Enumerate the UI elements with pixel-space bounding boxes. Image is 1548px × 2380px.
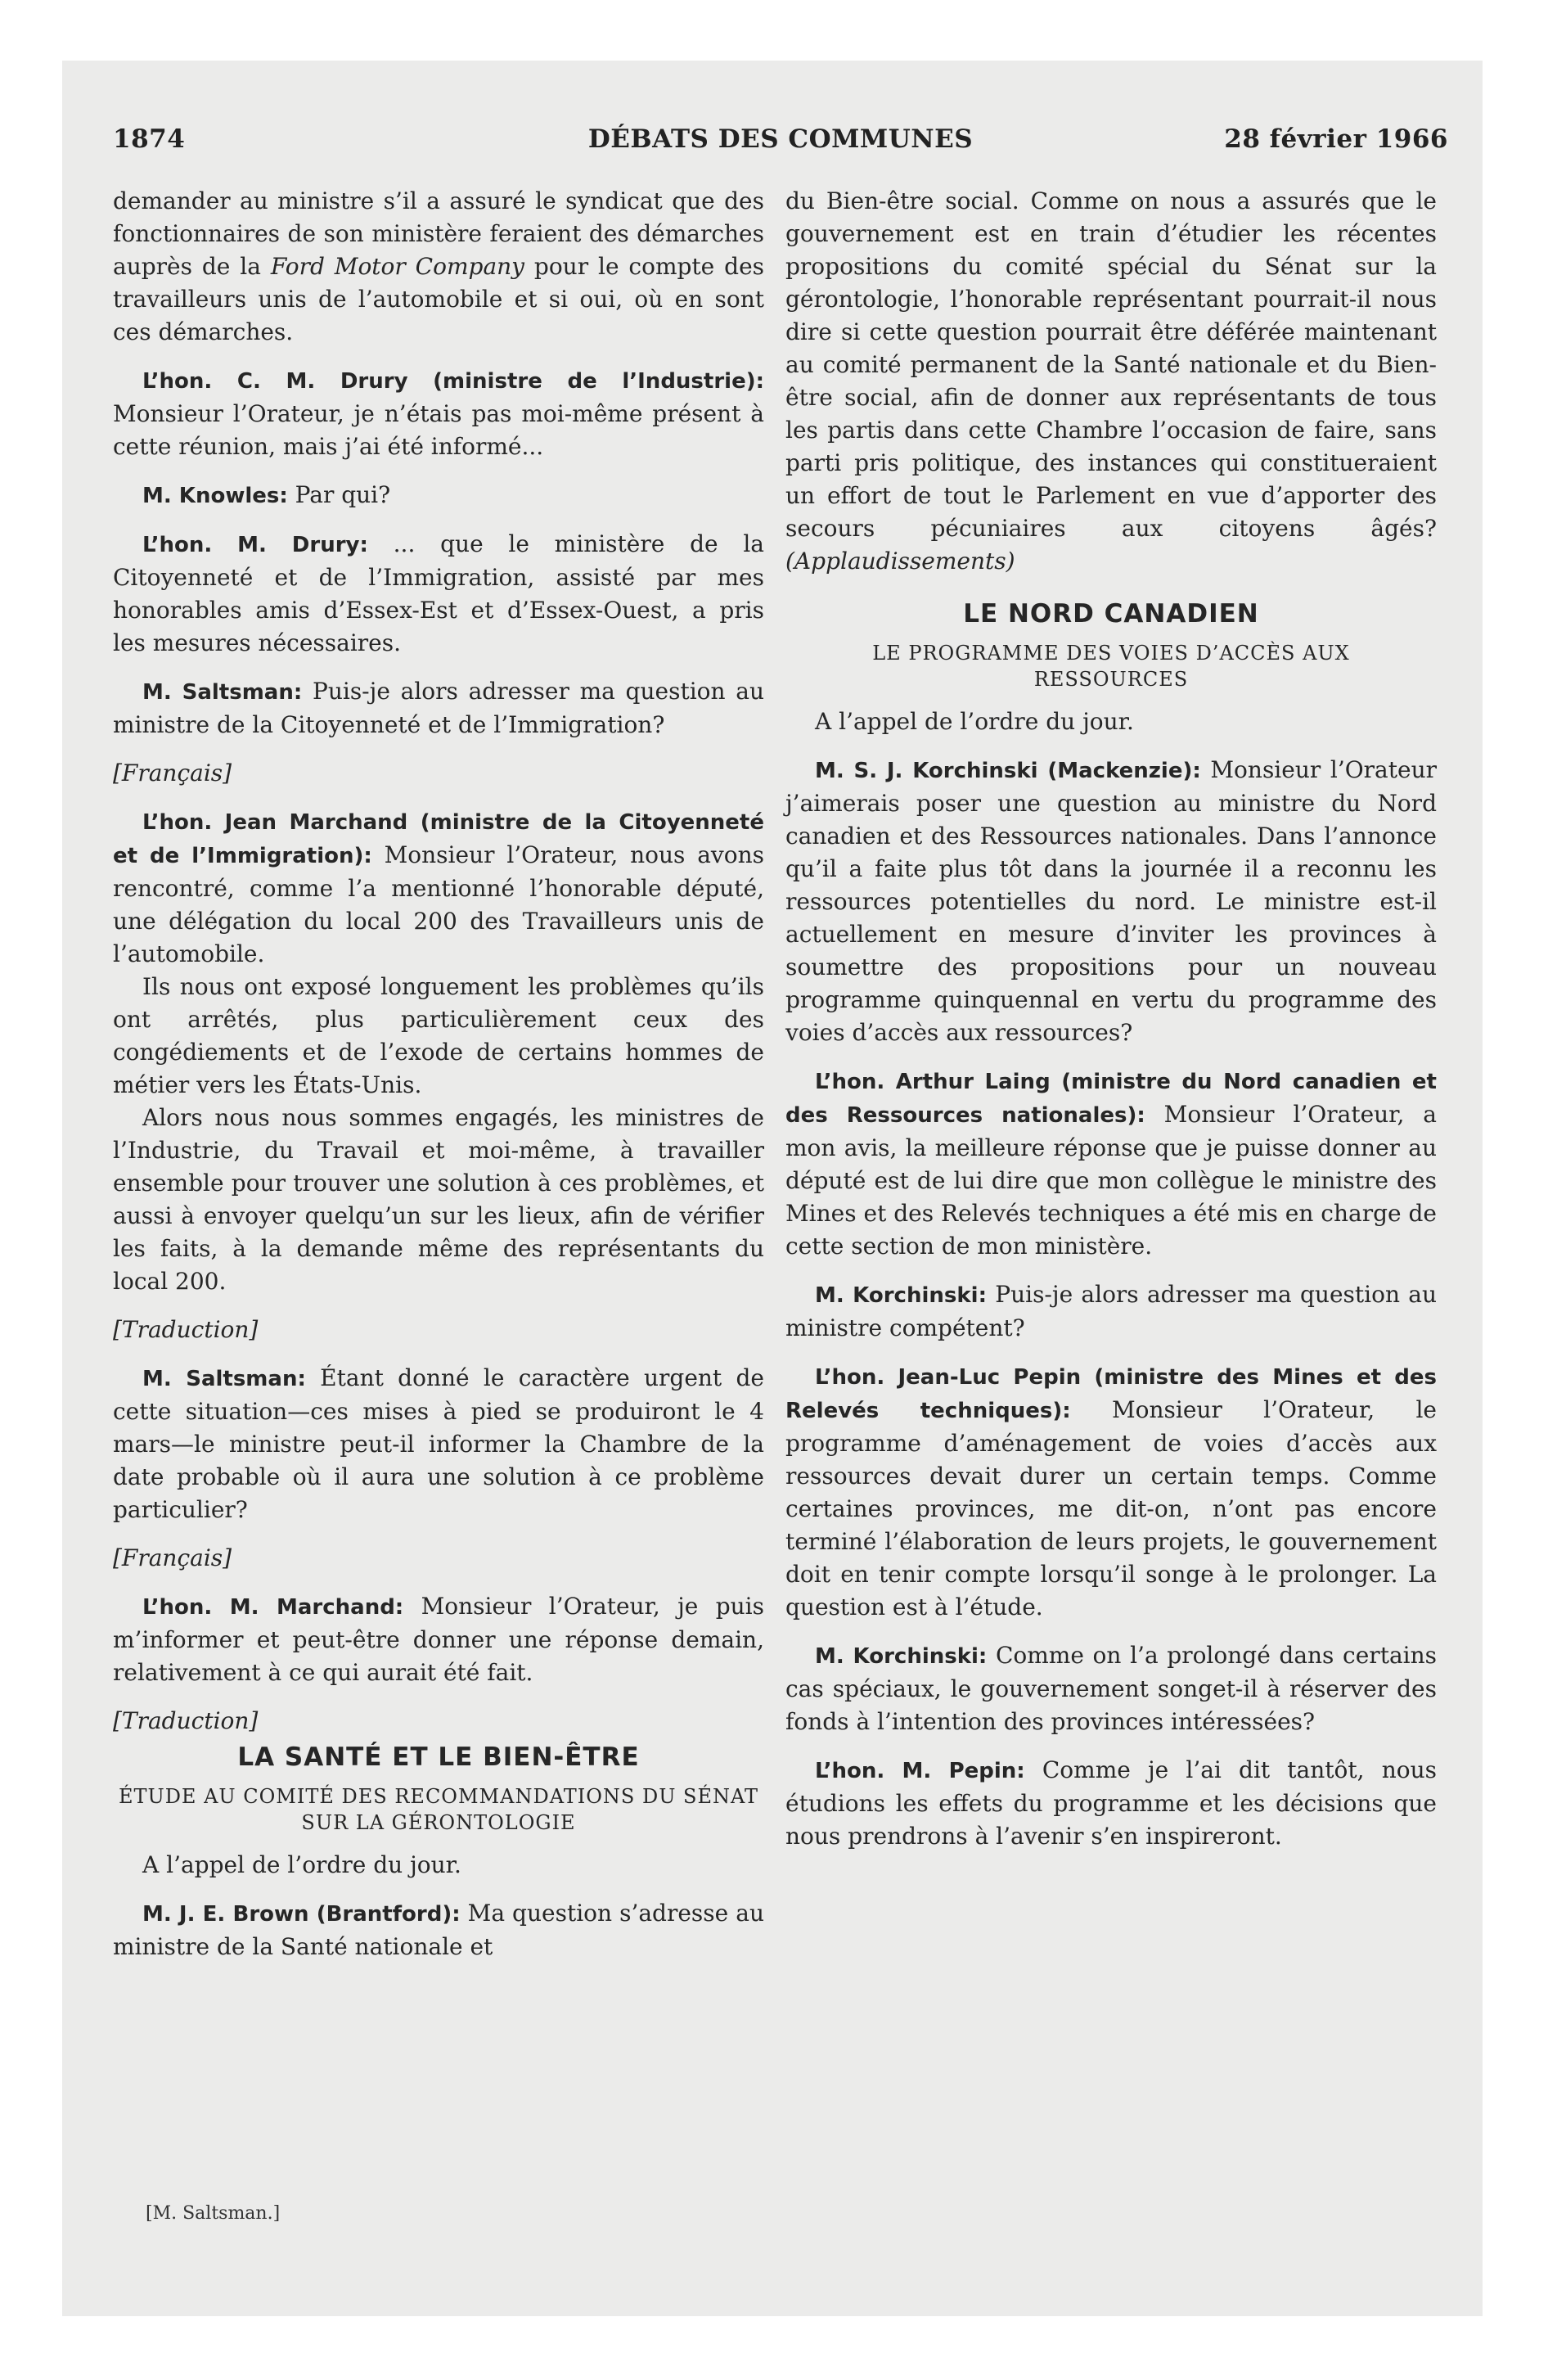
speaker: M. Korchinski: xyxy=(815,1283,987,1308)
paragraph: A l’appel de l’ordre du jour. xyxy=(815,708,1134,735)
paragraph: L’hon. M. Marchand: Monsieur l’Orateur, je puis m’informer et peut-être donner une réponse demain, relativement à ce qui aurait été fait. xyxy=(113,1593,764,1686)
speaker: L’hon. M. Pepin: xyxy=(815,1759,1025,1783)
speaker: M. J. E. Brown (Brantford): xyxy=(142,1902,461,1927)
speaker: L’hon. Jean Marchand (ministre de la Citoyenneté et de l’Immigration): xyxy=(113,810,764,868)
paragraph: M. J. E. Brown (Brantford): Ma question s’adresse au ministre de la Santé nationale et xyxy=(113,1900,764,1960)
language-marker: [Traduction] xyxy=(113,1707,259,1734)
section-subtitle: ÉTUDE AU COMITÉ DES RECOMMANDATIONS DU SÉNAT SUR LA GÉRONTOLOGIE xyxy=(118,1785,759,1834)
section-title: LE NORD CANADIEN xyxy=(963,599,1259,629)
running-title: DÉBATS DES COMMUNES xyxy=(587,124,974,154)
paragraph: demander au ministre s’il a assuré le syndicat que des fonctionnaires de son ministère feraient des démarches auprès de la Ford Motor Company pour le compte des travailleurs unis de l’automobile et si oui, où en sont ces démarches. xyxy=(113,187,765,345)
section-subtitle: LE PROGRAMME DES VOIES D’ACCÈS AUX RESSOURCES xyxy=(872,642,1350,691)
paragraph: L’hon. M. Pepin: Comme je l’ai dit tantôt, nous étudions les effets du programme et les décisions que nous prendrons à l’avenir s’en inspireront. xyxy=(785,1756,1437,1850)
paragraph: M. Korchinski: Puis-je alors adresser ma question au ministre compétent? xyxy=(785,1281,1437,1341)
paragraph: Ils nous ont exposé longuement les problèmes qu’ils ont arrêtés, plus particulièrement ceux des congédiements et de l’exode de certains hommes de métier vers les États-Unis. xyxy=(113,973,764,1098)
section-title: LA SANTÉ ET LE BIEN-ÊTRE xyxy=(237,1742,640,1772)
page-date: 28 février 1966 xyxy=(1224,124,1448,154)
speaker: M. S. J. Korchinski (Mackenzie): xyxy=(815,759,1201,783)
paragraph: L’hon. Arthur Laing (ministre du Nord canadien et des Ressources nationales): Monsieur l’Orateur, a mon avis, la meilleure réponse que je puisse donner au député est de lui dire que mon collègue le ministre des Mines et des Relevés techniques a été mis en charge de cette section de mon ministère. xyxy=(785,1070,1437,1260)
paragraph: L’hon. Jean Marchand (ministre de la Citoyenneté et de l’Immigration): Monsieur l’Orateur, nous avons rencontré, comme l’a mentionné l’honorable député, une délégation du local 200 des Travailleurs unis de l’automobile. xyxy=(113,810,764,967)
left-column xyxy=(113,185,764,1979)
page xyxy=(62,61,1483,2316)
paragraph: L’hon. Jean-Luc Pepin (ministre des Mines et des Relevés techniques): Monsieur l’Orateur, le programme d’aménagement de voies d’accès aux ressources devait durer un certain temps. Comme certaines provinces, me dit-on, n’ont pas encore terminé l’élaboration de leurs projets, le gouvernement doit en tenir compte lorsqu’il songe à le prolonger. La question est à l’étude. xyxy=(785,1365,1437,1620)
speaker: M. Saltsman: xyxy=(142,1367,306,1391)
speaker: L’hon. C. M. Drury (ministre de l’Industrie): xyxy=(142,369,764,394)
speaker: L’hon. M. Marchand: xyxy=(142,1595,404,1620)
speaker: M. Korchinski: xyxy=(815,1644,988,1669)
paragraph: L’hon. M. Drury: ... que le ministère de la Citoyenneté et de l’Immigration, assisté par mes honorables amis d’Essex-Est et d’Essex-Ouest, a pris les mesures nécessaires. xyxy=(113,530,764,656)
speaker: L’hon. Arthur Laing (ministre du Nord canadien et des Ressources nationales): xyxy=(785,1070,1437,1128)
page-header xyxy=(113,124,1448,165)
speaker: L’hon. M. Drury: xyxy=(142,533,368,557)
paragraph: M. Saltsman: Puis-je alors adresser ma question au ministre de la Citoyenneté et de l’Immigration? xyxy=(113,678,764,738)
speaker: M. Saltsman: xyxy=(142,680,303,705)
paragraph: du Bien-être social. Comme on nous a assurés que le gouvernement est en train d’étudier les récentes propositions du comité spécial du Sénat sur la gérontologie, l’honorable représentant pourrait-il nous dire si cette question pourrait être déférée maintenant au comité permanent de la Santé nationale et du Bien-être social, afin de donner aux représentants de tous les partis dans cette Chambre l’occasion de faire, sans parti pris politique, des instances qui constitueraient un effort de tout le Parlement en vue d’apporter des secours pécuniaires aux citoyens âgés? (Applaudissements) xyxy=(785,187,1437,575)
paragraph: Alors nous nous sommes engagés, les ministres de l’Industrie, du Travail et moi-même, à travailler ensemble pour trouver une solution à ces problèmes, et aussi à envoyer quelqu’un sur les lieux, afin de vérifier les faits, à la demande même des représentants du local 200. xyxy=(113,1104,764,1295)
right-column xyxy=(785,185,1437,1868)
language-marker: [Traduction] xyxy=(113,1316,259,1343)
paragraph: M. Knowles: Par qui? xyxy=(142,481,391,508)
speaker: L’hon. Jean-Luc Pepin (ministre des Mines et des Relevés techniques): xyxy=(785,1365,1437,1423)
language-marker: [Français] xyxy=(113,760,232,787)
paragraph: M. Saltsman: Étant donné le caractère urgent de cette situation—ces mises à pied se produiront le 4 mars—le ministre peut-il informer la Chambre de la date probable où il aura une solution à ce problème particulier? xyxy=(113,1364,764,1523)
paragraph: L’hon. C. M. Drury (ministre de l’Industrie): Monsieur l’Orateur, je n’étais pas moi-même présent à cette réunion, mais j’ai été informé... xyxy=(113,369,764,460)
footer-note: [M. Saltsman.] xyxy=(146,2203,281,2224)
language-marker: [Français] xyxy=(113,1544,232,1571)
paragraph: M. Korchinski: Comme on l’a prolongé dans certains cas spéciaux, le gouvernement songet-il à réserver des fonds à l’intention des provinces intéressées? xyxy=(785,1642,1437,1735)
speaker: M. Knowles: xyxy=(142,484,288,508)
paragraph: A l’appel de l’ordre du jour. xyxy=(142,1851,461,1878)
page-number: 1874 xyxy=(113,124,186,154)
paragraph: M. S. J. Korchinski (Mackenzie): Monsieur l’Orateur j’aimerais poser une question au ministre du Nord canadien et des Ressources nationales. Dans l’annonce qu’il a faite plus tôt dans la journée il a reconnu les ressources potentielles du nord. Le ministre est-il actuellement en mesure d’inviter les provinces à soumettre des propositions pour un nouveau programme quinquennal en vertu du programme des voies d’accès aux ressources? xyxy=(785,756,1437,1046)
